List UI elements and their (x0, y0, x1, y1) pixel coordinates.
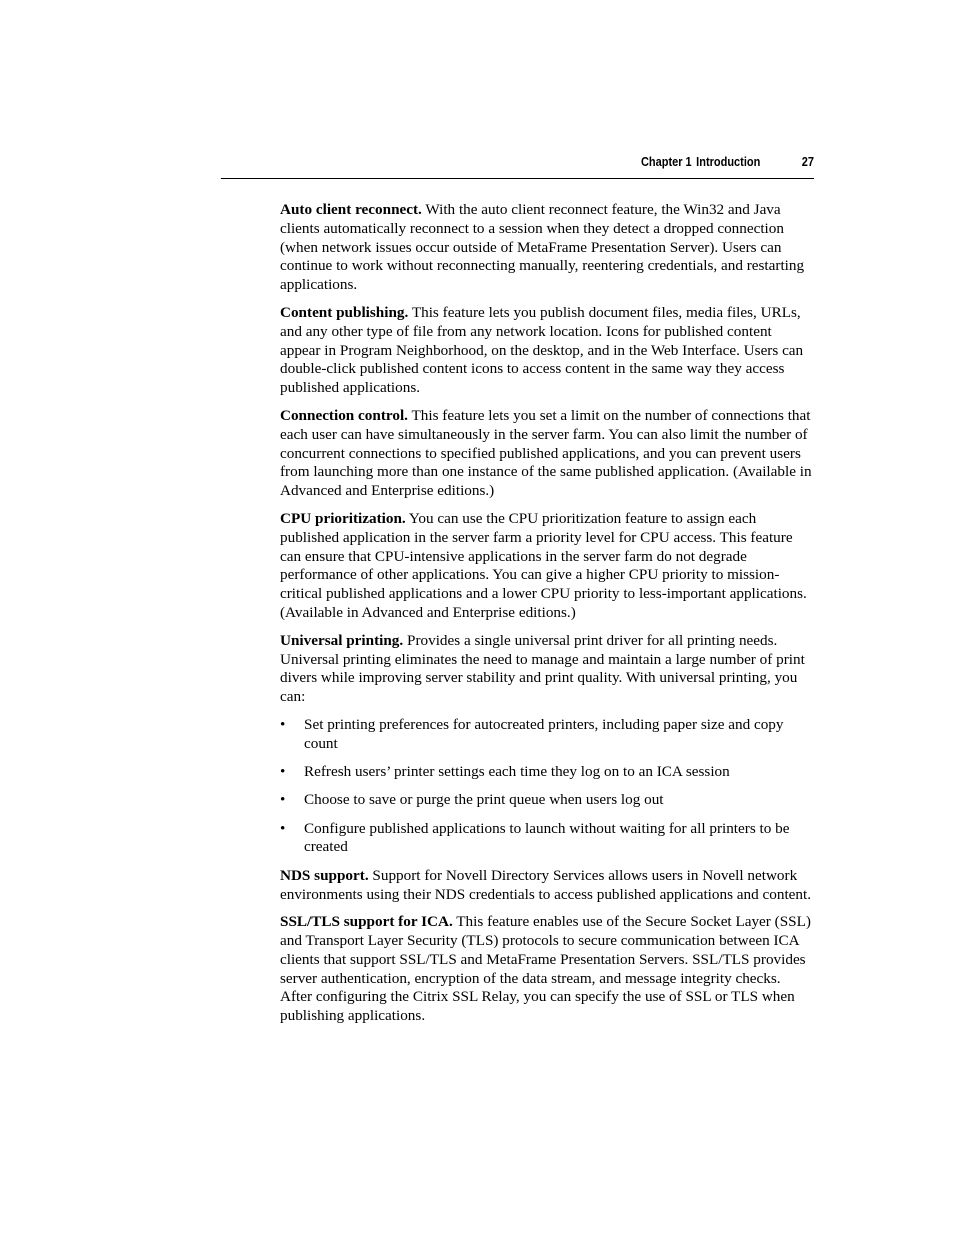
paragraph-text: You can use the CPU prioritization feature to assign each published application in the server farm a priority level for CPU access. This feature can ensure that CPU-intensive applications in the server farm do not degrade performance of other applications. You can give a higher CPU priority to mission-critical published applications and a lower CPU priority to less-important applications. (Available in Advanced and Enterprise editions.) (280, 509, 807, 621)
term-heading: Content publishing. (280, 303, 409, 321)
list-item-text: Set printing preferences for autocreated printers, including paper size and copy count (304, 715, 784, 752)
term-heading: NDS support. (280, 866, 369, 884)
list-item (280, 716, 814, 754)
list-item (280, 820, 814, 858)
page-body (280, 201, 814, 1035)
paragraph-universal-printing (280, 632, 814, 707)
paragraph-text: With the auto client reconnect feature, the Win32 and Java clients automatically reconnect to a session when they detect a dropped connection (when network issues occur outside of MetaFrame Presentation Server). Users can continue to work without reconnecting manually, reentering credentials, and restarting applications. (280, 201, 805, 294)
term-heading: Auto client reconnect. (280, 201, 422, 218)
paragraph-text: This feature enables use of the Secure Socket Layer (SSL) and Transport Layer Security (TLS) protocols to secure communication between ICA clients that support SSL/TLS and MetaFrame Presentation Servers. SSL/TLS provides server authentication, encryption of the data stream, and message integrity checks. After configuring the Citrix SSL Relay, you can specify the use of SSL or TLS when publishing applications. (280, 913, 811, 1025)
paragraph-text: This feature lets you set a limit on the number of connections that each user can have simultaneously in the server farm. You can also limit the number of concurrent connections to specified published applications, and you can prevent users from launching more than one instance of the same published application. (Available in Advanced and Enterprise editions.) (280, 406, 812, 500)
header-chapter: Chapter 1 (640, 155, 692, 169)
paragraph-text: This feature lets you publish document files, media files, URLs, and any other type of file from any network location. Icons for published content appear in Program Neighborhood, on the desktop, and in the Web Interface. Users can double-click published content icons to access content in the same way they access published applications. (280, 303, 804, 397)
bullet-icon: • (280, 763, 286, 781)
running-header (221, 154, 814, 179)
list-item-text: Refresh users’ printer settings each time they log on to an ICA session (304, 763, 730, 781)
paragraph-auto-client-reconnect (280, 201, 814, 295)
printing-options-list (280, 716, 814, 857)
paragraph-content-publishing (280, 304, 814, 398)
bullet-icon: • (280, 791, 286, 809)
header-title: Introduction (696, 155, 761, 169)
list-item-text: Choose to save or purge the print queue when users log out (304, 791, 664, 809)
paragraph-connection-control (280, 407, 814, 501)
paragraph-ssl-tls-support (280, 913, 814, 1026)
list-item-text: Configure published applications to launch without waiting for all printers to be created (304, 819, 790, 856)
bullet-icon: • (280, 715, 286, 733)
page-number: 27 (801, 155, 814, 169)
term-heading: Universal printing. (280, 631, 404, 649)
paragraph-nds-support (280, 867, 814, 905)
list-item (280, 763, 814, 782)
term-heading: SSL/TLS support for ICA. (280, 913, 453, 931)
paragraph-text: Support for Novell Directory Services allows users in Novell network environments using their NDS credentials to access published applications and content. (280, 866, 812, 903)
paragraph-text: Provides a single universal print driver for all printing needs. Universal printing eliminates the need to manage and maintain a large number of print divers while improving server stability and print quality. With universal printing, you can: (280, 631, 805, 706)
term-heading: CPU prioritization. (280, 509, 406, 527)
bullet-icon: • (280, 819, 286, 837)
list-item (280, 791, 814, 810)
paragraph-cpu-prioritization (280, 510, 814, 623)
term-heading: Connection control. (280, 406, 408, 424)
